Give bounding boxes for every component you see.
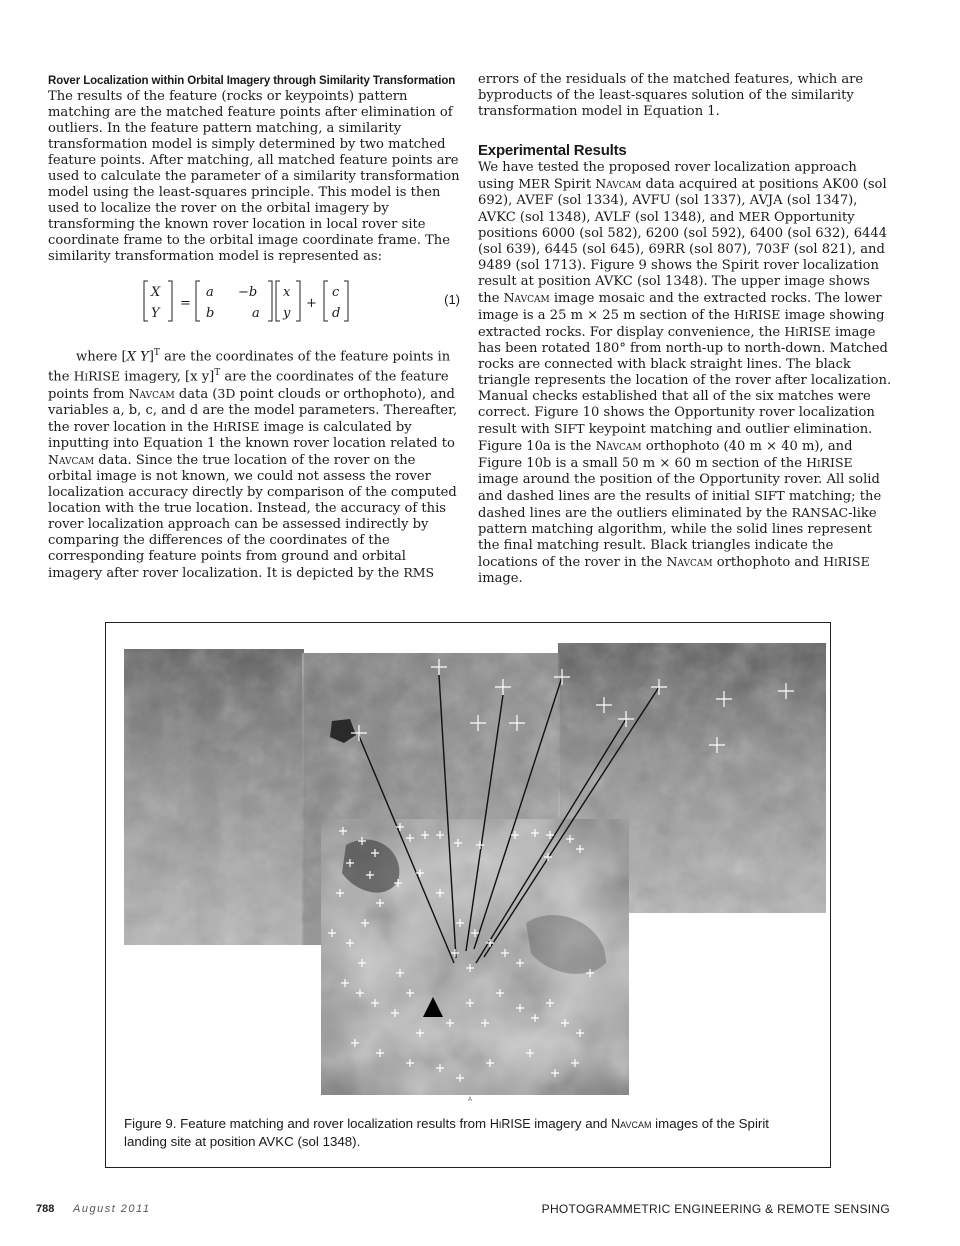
figure-small-label: A: [468, 1097, 473, 1103]
section-heading-experimental-results: Experimental Results: [478, 142, 627, 159]
page-footer: [36, 1200, 890, 1220]
equation-1: [48, 277, 460, 327]
svg-text:=: =: [180, 296, 191, 311]
left-column: [48, 72, 460, 582]
figure-9-image: [106, 623, 830, 1113]
figure-9: [105, 622, 831, 1168]
right-column: [478, 72, 892, 587]
issue-date: August 2011: [73, 1203, 151, 1215]
paragraph-continuation: errors of the residuals of the matched features, which are byproducts of the least-squares solution of the similarity transformation model in Equation 1.: [478, 72, 864, 119]
svg-text:Y: Y: [151, 306, 160, 321]
svg-text:a: a: [252, 306, 260, 321]
svg-text:b: b: [206, 306, 215, 321]
svg-text:c: c: [332, 285, 340, 300]
svg-text:−b: −b: [238, 285, 258, 300]
paragraph-model-parameters: where [X Y]$^T$ are the coordinates of the feature points in the HiRISE imagery, [x y]$^T$ are the coordinates of the feature points from Navcam data (3D point clouds or orthophoto), and variables a, b, c, and d are the model parameters. Thereafter, the rover location in the HiRISE image is calculated by inputting into Equation 1 the known rover location related to Navcam data. Since the true location of the rover on the orbital image is not known, we could not assess the rover localization accuracy directly by comparison of the computed location with the true location. Instead, the accuracy of this rover localization approach can be assessed indirectly by comparing the differences of the coordinates of the corresponding feature points from ground and orbital imagery after rover localization. It is depicted by the RMS: [48, 348, 458, 581]
equation-number: (1): [444, 292, 460, 307]
svg-text:x: x: [283, 285, 291, 300]
equation-matrix-graphic: [140, 277, 440, 327]
svg-text:d: d: [332, 306, 341, 321]
paragraph-experimental-results: We have tested the proposed rover localization approach using MER Spirit Navcam data acquired at positions AK00 (sol 692), AVEF (sol 1334), AVFU (sol 1337), AVJA (sol 1347), AVKC (sol 1348), AVLF (sol 1348), and MER Opportunity positions 6000 (sol 582), 6200 (sol 592), 6400 (sol 632), 6444 (sol 639), 6445 (sol 645), 69RR (sol 807), 703F (sol 821), and 9489 (sol 1713). Figure 9 shows the Spirit rover localization result at position AVKC (sol 1348). The upper image shows the Navcam image mosaic and the extracted rocks. The lower image is a 25 m × 25 m section of the HiRISE image showing extracted rocks. For display convenience, the HiRISE image has been rotated 180° from north-up to north-down. Matched rocks are connected with black straight lines. The black triangle represents the location of the rover after localization. Manual checks established that all of the six matches were correct. Figure 10 shows the Opportunity rover localization result with SIFT keypoint matching and outlier elimination. Figure 10a is the Navcam orthophoto (40 m × 40 m), and Figure 10b is a small 50 m × 60 m section of the HiRISE image around the position of the Opportunity rover. All solid and dashed lines are the results of initial SIFT matching; the dashed lines are the outliers eliminated by the RANSAC-like pattern matching algorithm, while the solid lines represent the final matching result. Black triangles indicate the locations of the rover in the Navcam orthophoto and HiRISE image.: [478, 160, 892, 586]
svg-text:a: a: [206, 285, 214, 300]
svg-text:X: X: [151, 285, 161, 300]
journal-name: PHOTOGRAMMETRIC ENGINEERING & REMOTE SENSING: [541, 1202, 890, 1216]
hirise-image: [321, 819, 629, 1095]
svg-text:y: y: [283, 306, 291, 321]
section-title: Rover Localization within Orbital Imagery through Similarity Transformation: [48, 75, 456, 87]
paragraph-similarity-intro: The results of the feature (rocks or keypoints) pattern matching are the matched feature points after elimination of outliers. In the feature pattern matching, a similarity transformation model is simply determined by two matched feature points. After matching, all matched feature points are used to calculate the parameter of a similarity transformation model using the least-squares principle. This model is then used to localize the rover on the orbital imagery by transforming the known rover location in local rover site coordinate frame to the orbital image coordinate frame. The similarity transformation model is represented as:: [48, 89, 460, 264]
svg-text:+: +: [306, 296, 317, 311]
figure-9-caption: Figure 9. Feature matching and rover localization results from HiRISE imagery and Navcam images of the Spirit landing site at position AVKC (sol 1348).: [124, 1116, 769, 1149]
page-number: 788: [36, 1203, 55, 1215]
